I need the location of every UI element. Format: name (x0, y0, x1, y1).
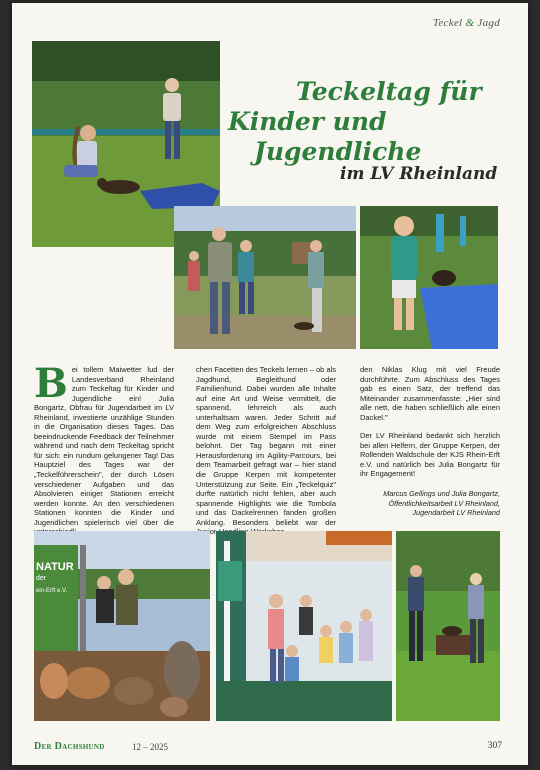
article-column-2 (196, 365, 336, 546)
photo-natur-stand (34, 531, 210, 721)
title-line-3: Jugendliche (254, 137, 422, 166)
section-label: Teckel & Jagd (432, 17, 500, 29)
photo-dog-training (396, 531, 500, 721)
photo-indoor-group (216, 531, 392, 721)
article-column-3 (360, 365, 500, 488)
page-number: 307 (487, 741, 502, 751)
article-column-1 (34, 360, 174, 537)
title-line-1: Teckeltag für (296, 77, 482, 106)
sign-natur: NATUR der ein-Erft e.V. (36, 561, 74, 594)
title-line-2: Kinder und (228, 107, 387, 136)
column-1-text: ei tollem Maiwetter lud der Landesverband Rheinland zum Teckeltag für Kinder und Jugendliche ein! Julia Bongartz, Obfrau für Jugendarbeit im LV Rheinland, investierte unzählige Stunden in die Organisation dieses Tages. Das beeindruckende Feedback der Teilnehmer während und nach dem Teckeltag spricht für sich: ein rundum gelungener Tag! Das Hauptziel des Tages war der „Teckelführerschein", der durch Lösen verschiedener Aufgaben und das Absolvieren einiger Stationen erreicht werden konnte. An den verschiedenen Stationen konnten die Kinder und Jugendlichen spielerisch viel über die (34, 365, 174, 527)
column-3-paragraph-1: den Niklas Klug mit viel Freude durchführte. Zum Abschluss des Tages gab es einen Satz, der treffend das Miteinander zusammenfasste: „Hier sind alle nett, die haben schließlich alle einen Dackel." (360, 365, 500, 422)
author-credit: Marcus Gellings und Julia Bongartz, Öffentlichkeitsarbeit LV Rheinland, Jugendarbeit LV Rheinland (383, 489, 500, 517)
column-2-text: chen Facetten des Teckels lernen – ob als Jagdhund, Begleithund oder Familienhund. Dabei wurden alle Inhalte auf eine Art und Weise vermittelt, die spannend, lehrreich als auch unterhaltsam waren. Jeder Schritt auf dem Weg zum erfolgreichen Abschluss wurde mit einem Stempel im Pass belohnt. Der Tag begann mit einer Herausforderung im Agility-Parcours, bei dem Teamarbeit gefragt war – hier stand die Gruppe Kerpen mit kompetenter Unterstützung zur Seite. Ein „Teckelquiz" durfte natürlich nicht fehlen, aber auch spannende Highlights wie die Tombola und das Dackelrennen fanden großen Anklang. Besonders beliebt war der (196, 365, 336, 527)
title-subline: im LV Rheinland (340, 164, 498, 184)
column-3-paragraph-2: Der LV Rheinland bedankt sich herzlich bei allen Helfern, der Gruppe Kerpen, der Rollenden Waldschule der KJS Rhein-Erft e.V. und natürlich bei Julia Bongartz für ihr Engagement! (360, 431, 500, 479)
issue-number: 12 – 2025 (132, 742, 168, 752)
photo-group-with-dogs (174, 206, 356, 349)
page-footer (34, 741, 502, 755)
dropcap: B (34, 360, 68, 407)
magazine-name: Der Dachshund (34, 741, 105, 752)
magazine-page (12, 3, 528, 765)
photo-boy-agility (360, 206, 498, 349)
